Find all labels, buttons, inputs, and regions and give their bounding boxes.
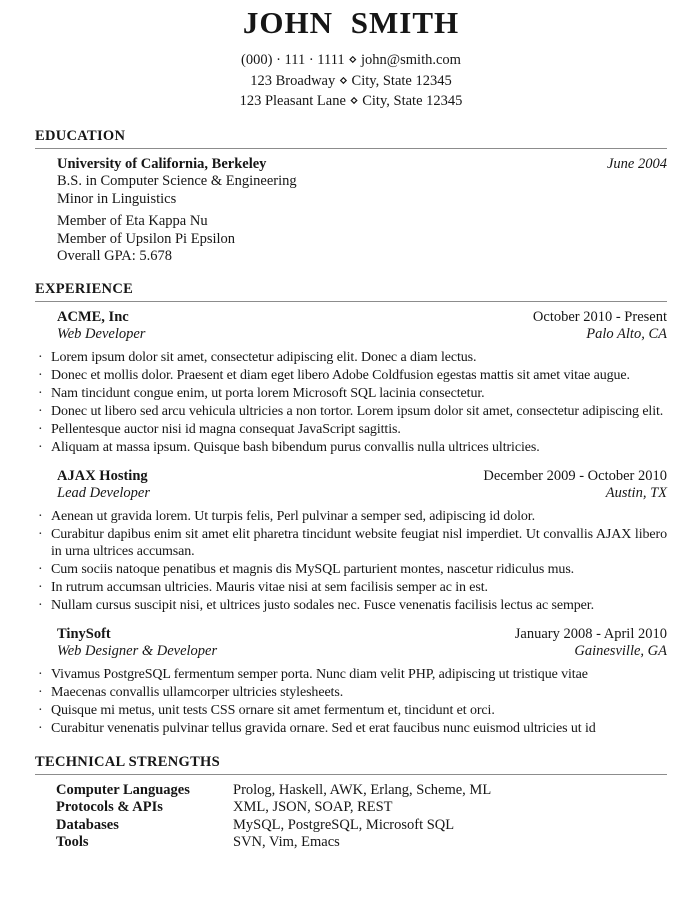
bullet-dot-icon: [38, 579, 51, 596]
skill-row: [56, 817, 667, 835]
contact-block: [35, 50, 667, 112]
bullet-dot-icon: [38, 526, 51, 560]
job-entry-head: [57, 468, 667, 486]
bullet-dot-icon: [38, 597, 51, 614]
bullet-item: [35, 421, 667, 438]
school-name: University of California, Berkeley: [57, 155, 267, 172]
contact-line-address-2: 123 Pleasant Lane ⋄ City, State 12345: [239, 93, 463, 109]
bullet-text: Donec ut libero sed arcu vehicula ultricies a non tortor. Lorem ipsum dolor sit amet, consectetur adipiscing elit.: [51, 403, 664, 419]
bullet-item: [35, 702, 667, 719]
skill-label: Protocols & APIs: [56, 799, 163, 815]
skill-row: [56, 782, 667, 800]
bullet-text: Nullam cursus suscipit nisi, et ultrices justo sodales nec. Fusce venenatis facilisis lectus ac semper.: [51, 597, 594, 613]
skill-value: XML, JSON, SOAP, REST: [233, 799, 393, 815]
skill-label: Tools: [56, 834, 89, 850]
skill-label: Databases: [56, 816, 119, 833]
bullet-dot-icon: [38, 702, 51, 719]
job-entry-sub: [57, 326, 667, 344]
bullet-dot-icon: [38, 385, 51, 402]
bullet-item: [35, 561, 667, 578]
bullet-text: Vivamus PostgreSQL fermentum semper porta. Nunc diam velit PHP, adipiscing ut tristique vitae: [51, 666, 588, 682]
job-entry-acme: [35, 309, 667, 456]
skill-value: MySQL, PostgreSQL, Microsoft SQL: [233, 816, 455, 833]
bullet-text: Curabitur dapibus enim sit amet elit pharetra tincidunt website feugiat nisl imperdiet. Ut convallis AJAX libero in urna ultrices accumsan.: [51, 526, 667, 559]
bullet-text: Quisque mi metus, unit tests CSS ornare sit amet fermentum et, tincidunt et orci.: [51, 702, 495, 718]
contact-line-phone-email: (000) · 111 · 1111 ⋄ john@smith.com: [241, 52, 461, 68]
job-entry-head: [57, 309, 667, 327]
job-dates: October 2010 - Present: [532, 308, 667, 325]
bullet-dot-icon: [38, 349, 51, 366]
degree-line: Minor in Linguistics: [57, 190, 177, 207]
job-location: Austin, TX: [605, 485, 667, 501]
bullet-item: [35, 720, 667, 737]
bullet-text: Cum sociis natoque penatibus et magnis dis MySQL parturient montes, nascetur ridiculus mus.: [51, 561, 575, 577]
job-entry-ajax-hosting: [35, 468, 667, 614]
skills-table: [56, 782, 667, 852]
bullet-dot-icon: [38, 720, 51, 737]
bullet-item: [35, 385, 667, 402]
job-dates: January 2008 - April 2010: [514, 625, 667, 642]
job-role: Web Developer: [57, 326, 146, 342]
bullet-item: [35, 367, 667, 384]
bullet-text: Pellentesque auctor nisi id magna consequat JavaScript sagittis.: [51, 421, 401, 437]
contact-line-address-1: 123 Broadway ⋄ City, State 12345: [250, 72, 452, 89]
bullet-dot-icon: [38, 561, 51, 578]
bullet-text: Curabitur venenatis pulvinar tellus gravida ornare. Sed et erat faucibus nunc euismod ultricies ut id: [51, 720, 596, 736]
company-name: TinySoft: [57, 625, 111, 642]
job-entry-head: [57, 626, 667, 644]
section-title-technical-strengths: TECHNICAL STRENGTHS: [35, 754, 667, 775]
skill-value: Prolog, Haskell, AWK, Erlang, Scheme, ML: [233, 781, 492, 798]
job-role: Lead Developer: [57, 485, 151, 501]
education-entry-head: [57, 156, 667, 174]
skill-value: SVN, Vim, Emacs: [233, 834, 340, 850]
bullet-text: Maecenas convallis ullamcorper ultricies stylesheets.: [51, 684, 344, 700]
job-location: Gainesville, GA: [574, 643, 667, 659]
job-entry-sub: [57, 485, 667, 503]
job-entry-sub: [57, 643, 667, 661]
job-bullets: [35, 508, 667, 614]
bullet-item: [35, 666, 667, 683]
section-title-experience: EXPERIENCE: [35, 281, 667, 302]
job-dates: December 2009 - October 2010: [483, 467, 667, 484]
bullet-dot-icon: [38, 666, 51, 683]
bullet-item: [35, 526, 667, 560]
bullet-item: [35, 684, 667, 701]
bullet-item: [35, 508, 667, 525]
bullet-text: Aliquam at massa ipsum. Quisque bash bibendum purus convallis nulla ultrices ultricies.: [51, 439, 540, 455]
bullet-dot-icon: [38, 421, 51, 438]
skill-label: Computer Languages: [56, 781, 190, 798]
honor-line: Member of Upsilon Pi Epsilon: [57, 230, 236, 247]
bullet-dot-icon: [38, 508, 51, 525]
honor-line: Member of Eta Kappa Nu: [57, 213, 208, 229]
bullet-item: [35, 439, 667, 456]
education-honors: [57, 213, 667, 266]
bullet-dot-icon: [38, 367, 51, 384]
bullet-item: [35, 579, 667, 596]
company-name: ACME, Inc: [57, 308, 129, 325]
skill-row: [56, 834, 667, 852]
job-entry-tinysoft: [35, 626, 667, 737]
bullet-dot-icon: [38, 403, 51, 420]
job-location: Palo Alto, CA: [586, 326, 667, 342]
company-name: AJAX Hosting: [57, 467, 148, 484]
degree-line: B.S. in Computer Science & Engineering: [57, 173, 297, 189]
section-title-education: EDUCATION: [35, 128, 667, 149]
bullet-dot-icon: [38, 684, 51, 701]
job-bullets: [35, 666, 667, 737]
bullet-item: [35, 349, 667, 366]
skill-row: [56, 799, 667, 817]
job-bullets: [35, 349, 667, 456]
job-role: Web Designer & Developer: [57, 643, 218, 659]
honor-line: Overall GPA: 5.678: [57, 248, 173, 264]
education-entry: [57, 156, 667, 266]
education-date: June 2004: [607, 155, 667, 172]
bullet-text: In rutrum accumsan ultricies. Mauris vitae nisi at sem facilisis semper ac in est.: [51, 579, 488, 595]
bullet-text: Aenean ut gravida lorem. Ut turpis felis, Perl pulvinar a semper sed, adipiscing id dolor.: [51, 508, 535, 524]
bullet-dot-icon: [38, 439, 51, 456]
bullet-item: [35, 597, 667, 614]
resume-name: JOHN SMITH: [242, 5, 460, 40]
bullet-item: [35, 403, 667, 420]
bullet-text: Lorem ipsum dolor sit amet, consectetur adipiscing elit. Donec a diam lectus.: [51, 349, 477, 365]
bullet-text: Donec et mollis dolor. Praesent et diam eget libero Adobe Coldfusion egestas mattis sit amet vitae augue.: [51, 367, 630, 383]
bullet-text: Nam tincidunt congue enim, ut porta lorem Microsoft SQL lacinia consectetur.: [51, 385, 485, 401]
